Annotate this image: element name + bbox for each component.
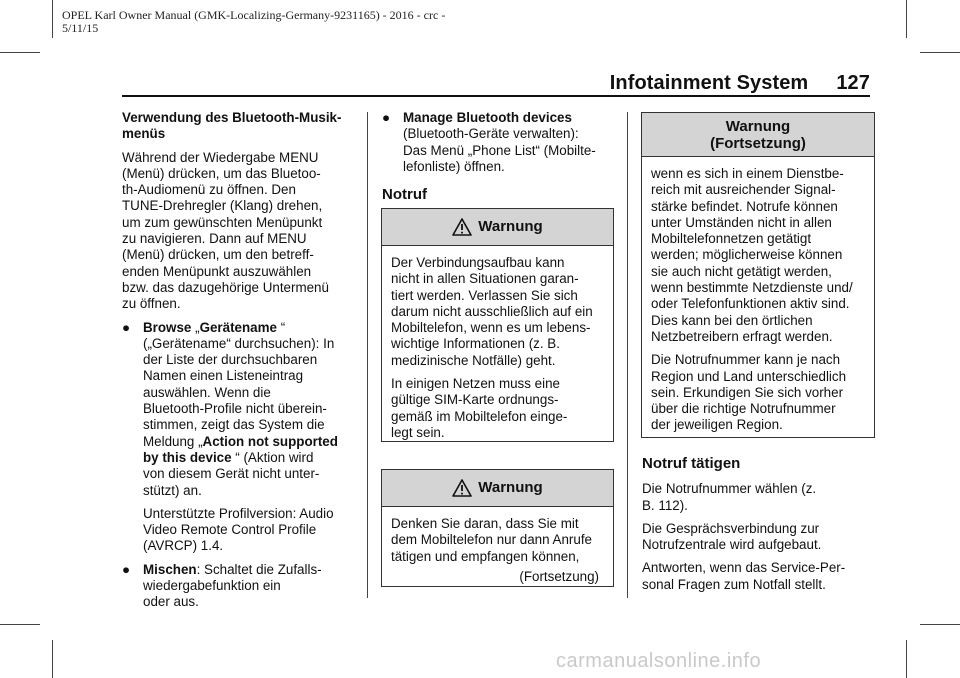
list-item-manage-devices: ● Manage Bluetooth devices (Bluetooth-Geräte verwalten): Das Menü „Phone List“ (Mobilte- lefonliste) öffnen. [382, 110, 596, 174]
header-rule [122, 95, 870, 97]
warning-title: Warnung [478, 218, 543, 235]
list-item-shuffle: ● Mischen: Schaltet die Zufalls- wiedergabefunktion ein oder aus. [122, 561, 322, 610]
crop-mark [0, 624, 40, 625]
print-metadata-line: OPEL Karl Owner Manual (GMK-Localizing-Germany-9231165) - 2016 - crc - [62, 8, 446, 22]
warning-triangle-icon [452, 479, 472, 497]
warning-box-continuation [641, 112, 875, 438]
paragraph: Die Notrufnummer wählen (z. B. 112). [642, 481, 817, 513]
warning-box [381, 208, 614, 442]
warning-body: Denken Sie daran, dass Sie mit dem Mobiltelefon nur dann Anrufe tätigen und empfangen können, (Fortsetzung) [382, 507, 613, 585]
continuation-note: (Fortsetzung) [519, 568, 599, 584]
paragraph: Antworten, wenn das Service-Per- sonal Fragen zum Notfall stellt. [642, 560, 846, 592]
column-3-text [642, 456, 874, 600]
profile-note: Unterstützte Profilversion: Audio Video Remote Control Profile (AVRCP) 1.4. [143, 505, 334, 554]
warning-header [382, 209, 613, 246]
warning-body: Der Verbindungsaufbau kann nicht in allen Situationen garan- tiert werden. Verlassen Sie sich darum nicht ausschließlich auf ein Mobiltelefon, wenn es um lebens- wichtige Informationen (z. B. medizinische Notfälle) geht. In einigen Netzen muss eine gültige SIM-Karte ordnungs- gemäß im Mobiltelefon einge- legt sein. [391, 255, 593, 440]
watermark: carmanualsonline.info [556, 650, 762, 672]
warning-box-continued [381, 469, 614, 587]
crop-mark [920, 52, 960, 53]
warning-title: Warnung [725, 118, 791, 135]
warning-body: wenn es sich in einem Dienstbe- reich mit ausreichender Signal- stärke befindet. Notrufe können unter Umständen nicht in allen Mobiltelefonnetzen getätigt werden; möglicherweise können sie auch nicht getätigt werden, wenn bestimmte Netzdienste und/ oder Telefonfunktionen aktiv sind. Dies kann bei den örtlichen Netzbetreibern erfragt werden. Die Notrufnummer kann je nach Region und Land unterschiedlich sein. Erkundigen Sie sich vorher über die richtige Notrufnummer der jeweiligen Region. [651, 166, 853, 433]
crop-mark [52, 640, 53, 678]
warning-subtitle: (Fortsetzung) [710, 135, 806, 152]
section-title: Infotainment System [609, 72, 809, 94]
bullet-icon: ● [382, 110, 391, 125]
warning-triangle-icon [452, 218, 472, 236]
bullet-icon: ● [122, 561, 131, 577]
list-item-browse: ● Browse „Gerätename “ („Gerätename“ durchsuchen): In der Liste der durchsuchbaren Namen einen Listeneintrag auswählen. Wenn die Bluetooth-Profile nicht überein- stimmen, zeigt das System die Meldung „Action not supported by this device “ (Aktion wird von diesem Gerät nicht unter- stützt) an. [122, 319, 338, 498]
crop-mark [920, 624, 960, 625]
warning-header [382, 470, 613, 507]
column-divider [627, 112, 628, 598]
column-1 [122, 110, 358, 618]
crop-mark [906, 640, 907, 678]
crop-mark [0, 52, 40, 53]
heading-line: menüs [122, 126, 166, 142]
section-heading-notruf: Notruf [382, 186, 427, 204]
warning-title: Warnung [478, 479, 543, 496]
section-heading [122, 110, 358, 143]
bullet-icon: ● [122, 319, 131, 335]
print-metadata [62, 9, 445, 35]
warning-header [642, 113, 874, 157]
print-metadata-date: 5/11/15 [62, 21, 99, 35]
crop-mark [52, 0, 53, 38]
paragraph: Die Gesprächsverbindung zur Notrufzentrale wird aufgebaut. [642, 520, 822, 553]
crop-mark [906, 0, 907, 38]
section-heading-notruf-taetigen: Notruf tätigen [642, 455, 741, 472]
running-header [610, 72, 870, 95]
intro-paragraph: Während der Wiedergabe MENU (Menü) drücken, um das Bluetoo- th-Audiomenü zu öffnen. Den TUNE-Drehregler (Klang) drehen, um zum gewünschten Menüpunkt zu navigieren. Dann auf MENU (Menü) drücken, um den betreff- enden Menüpunkt auszuwählen bzw. das dazugehörige Untermenü zu öffnen. [122, 149, 329, 312]
column-2 [382, 110, 614, 212]
page-number: 127 [836, 72, 870, 94]
column-divider [367, 112, 368, 598]
heading-line: Verwendung des Bluetooth-Musik- [122, 110, 342, 125]
